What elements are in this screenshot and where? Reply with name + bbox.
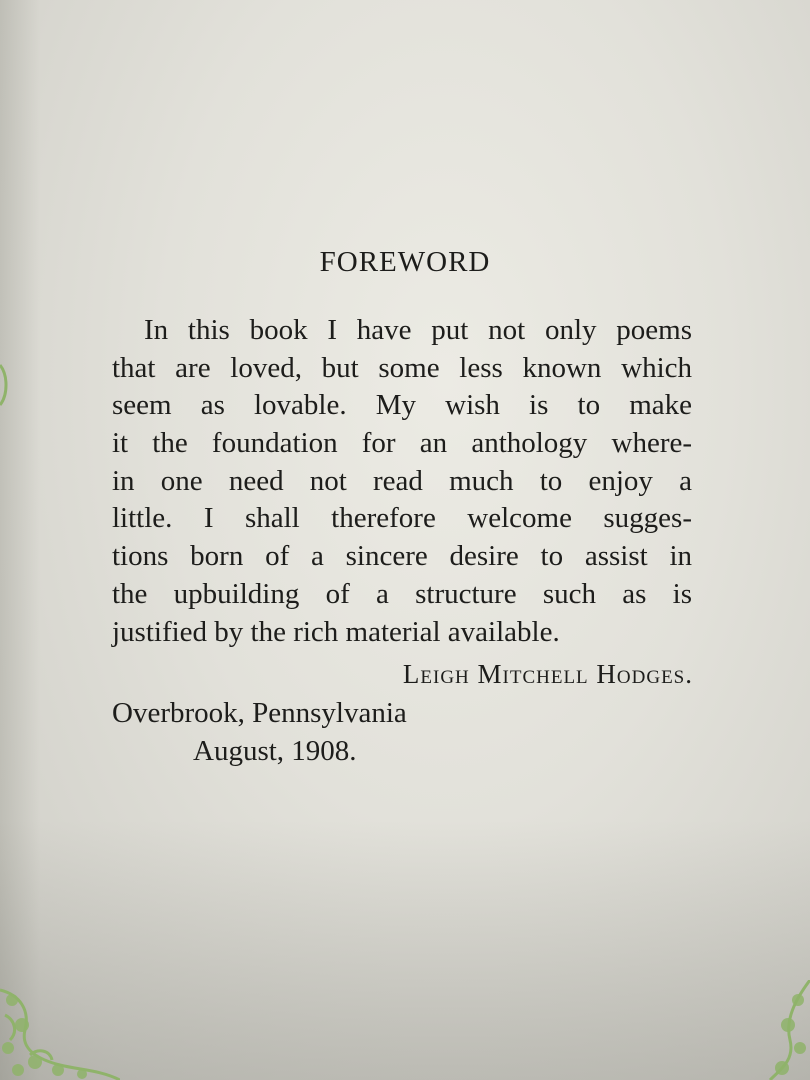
paragraph-line: it the foundation for an anthology where- <box>112 427 692 460</box>
page-title: FOREWORD <box>319 246 491 278</box>
author-signature: Leigh Mitchell Hodges. <box>402 659 693 689</box>
paragraph-line: in one need not read much to enjoy a <box>112 464 692 497</box>
floral-ornament-icon <box>0 360 10 410</box>
paragraph-line: that are loved, but some less known which <box>112 351 692 384</box>
paragraph-line: In this book I have put not only poems <box>144 314 692 346</box>
paragraph-line: tions born of a sincere desire to assist in <box>112 540 692 573</box>
paragraph-line: seem as lovable. My wish is to make <box>112 389 692 422</box>
floral-ornament-icon <box>0 970 120 1080</box>
place-line: Overbrook, Pennsylvania <box>112 697 407 729</box>
date-line: August, 1908. <box>193 735 357 767</box>
floral-ornament-icon <box>740 980 810 1080</box>
paragraph-line: justified by the rich material available. <box>112 615 560 648</box>
paragraph-line: little. I shall therefore welcome sugges- <box>112 502 692 535</box>
foreword-paragraph <box>112 312 692 651</box>
paragraph-line: the upbuilding of a structure such as is <box>112 577 692 610</box>
